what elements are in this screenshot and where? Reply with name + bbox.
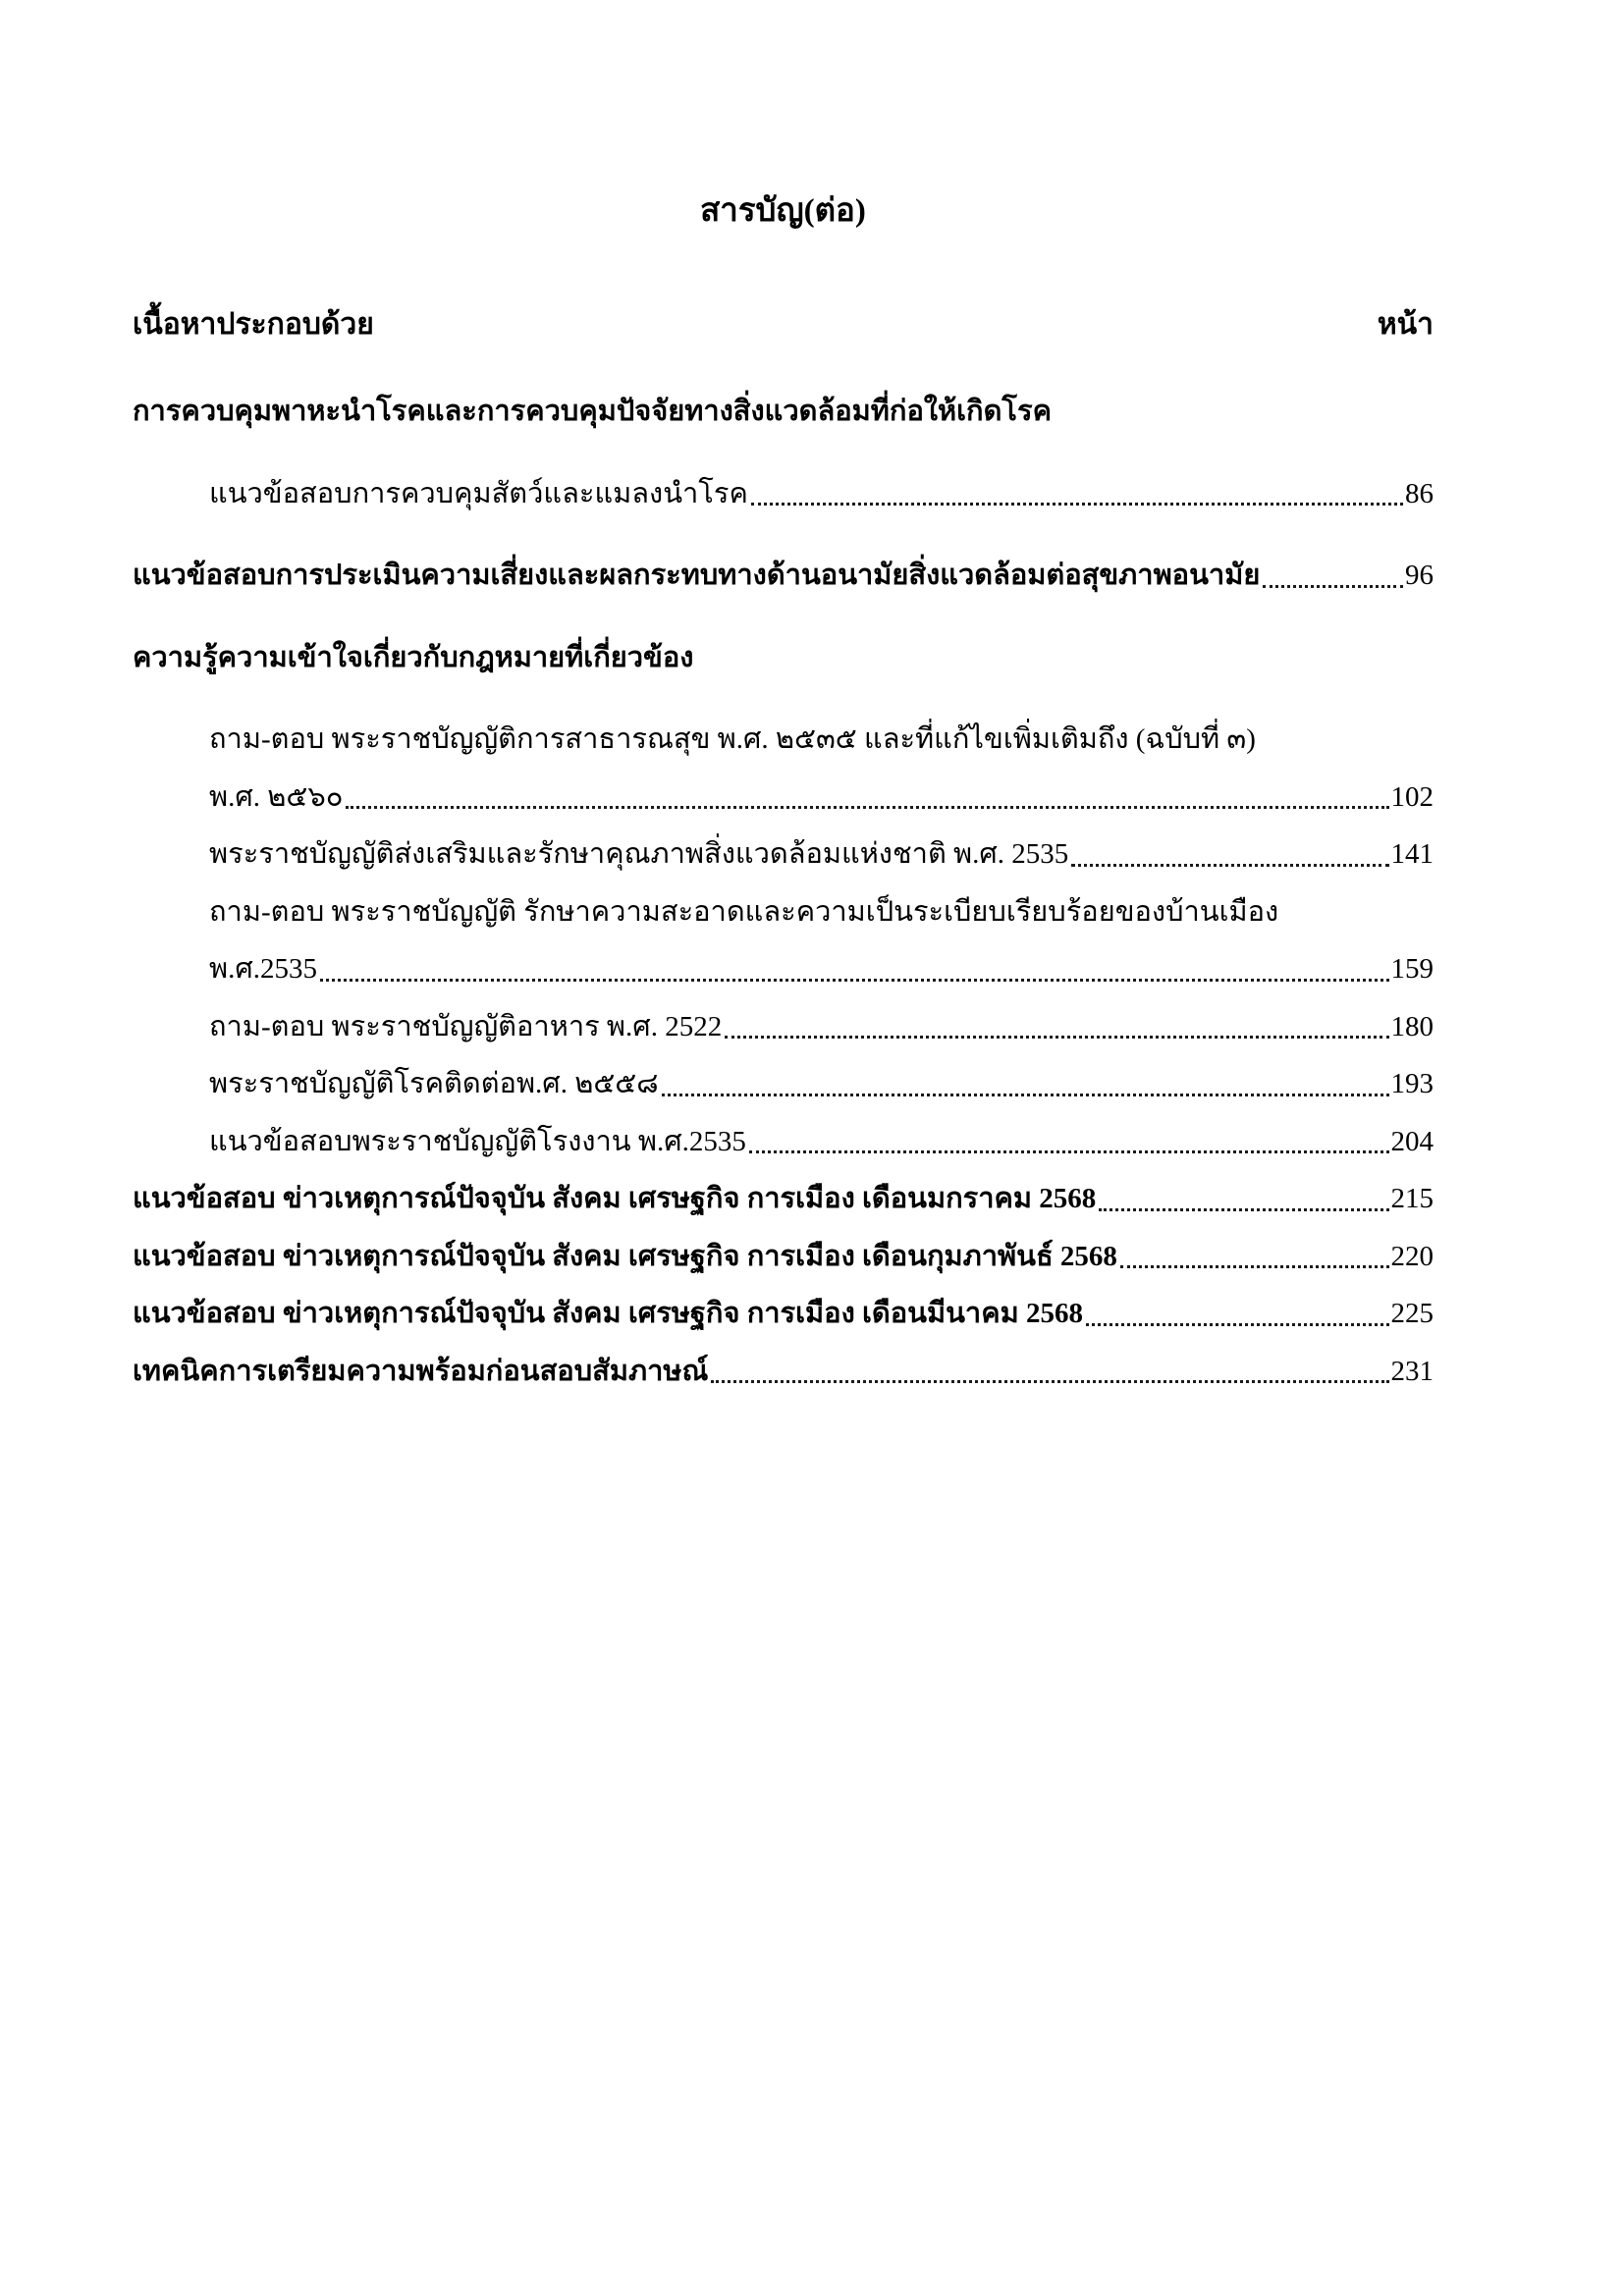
toc-entry [133,833,1434,877]
toc-entry-text: แนวข้อสอบ ข่าวเหตุการณ์ปัจจุบัน สังคม เศรษฐกิจ การเมือง เดือนมีนาคม 2568 [133,1298,1083,1330]
toc-entry [133,948,1434,991]
toc-entry-text: พ.ศ. ๒๕๖๐ [209,780,344,813]
toc-entry-page-number: 102 [1390,780,1434,813]
toc-entry-page-number: 231 [1390,1355,1434,1387]
toc-entry [133,555,1434,598]
toc-entry-page-number: 193 [1390,1068,1434,1100]
dot-leader [749,1150,1389,1153]
toc-entry-text: แนวข้อสอบพระราชบัญญัติโรงงาน พ.ศ.2535 [209,1125,746,1157]
toc-entry [133,473,1434,516]
dot-leader [662,1094,1389,1096]
toc-entry-text: แนวข้อสอบ ข่าวเหตุการณ์ปัจจุบัน สังคม เศรษฐกิจ การเมือง เดือนมกราคม 2568 [133,1183,1097,1215]
toc-page-header: หน้า [1377,308,1434,342]
toc-entry-page-number: 180 [1390,1010,1434,1042]
dot-leader [1071,864,1388,867]
toc-list [133,391,1434,1393]
toc-entry-text: การควบคุมพาหะนำโรคและการควบคุมปัจจัยทางสิ่งแวดล้อมที่ก่อให้เกิดโรค [133,396,1052,428]
toc-entry-page-number: 141 [1390,838,1434,871]
toc-entry [133,1063,1434,1106]
toc-entry [133,1178,1434,1221]
toc-entry [133,1006,1434,1049]
toc-entry-text: พระราชบัญญัติโรคติดต่อพ.ศ. ๒๕๕๘ [209,1068,659,1100]
toc-entry [133,719,1434,762]
toc-entry [133,637,1434,680]
dot-leader [1099,1208,1388,1211]
toc-entry-page-number: 215 [1390,1183,1434,1215]
toc-entry-text: ความรู้ความเข้าใจเกี่ยวกับกฎหมายที่เกี่ยวข้อง [133,641,694,673]
dot-leader [1086,1323,1389,1326]
toc-entry-text: ถาม-ตอบ พระราชบัญญัติการสาธารณสุข พ.ศ. ๒๕๓๕ และที่แก้ไขเพิ่มเติมถึง (ฉบับที่ ๓) [209,723,1256,756]
toc-column-headers [133,304,1434,346]
toc-entry-page-number: 159 [1390,953,1434,986]
toc-entry-page-number: 86 [1405,477,1434,509]
toc-entry [133,391,1434,434]
toc-entry-text: แนวข้อสอบการประเมินความเสี่ยงและผลกระทบทางด้านอนามัยสิ่งแวดล้อมต่อสุขภาพอนามัย [133,560,1261,592]
toc-entry-text: แนวข้อสอบ ข่าวเหตุการณ์ปัจจุบัน สังคม เศรษฐกิจ การเมือง เดือนกุมภาพันธ์ 2568 [133,1240,1117,1272]
toc-entry [133,1236,1434,1279]
toc-entry [133,1351,1434,1394]
toc-entry-text: พระราชบัญญัติส่งเสริมและรักษาคุณภาพสิ่งแวดล้อมแห่งชาติ พ.ศ. 2535 [209,838,1069,871]
toc-content-header: เนื้อหาประกอบด้วย [133,308,374,342]
toc-entry-page-number: 225 [1390,1298,1434,1330]
toc-entry-text: ถาม-ตอบ พระราชบัญญัติ รักษาความสะอาดและความเป็นระเบียบเรียบร้อยของบ้านเมือง [209,895,1279,928]
dot-leader [751,503,1403,506]
dot-leader [725,1036,1388,1039]
dot-leader [711,1380,1388,1383]
toc-entry-page-number: 204 [1390,1125,1434,1157]
toc-entry-text: ถาม-ตอบ พระราชบัญญัติอาหาร พ.ศ. 2522 [209,1010,723,1042]
toc-entry-page-number: 96 [1405,560,1434,592]
toc-entry-text: พ.ศ.2535 [209,953,318,986]
toc-entry [133,891,1434,934]
dot-leader [346,806,1388,809]
toc-entry [133,1121,1434,1164]
toc-entry [133,1293,1434,1336]
dot-leader [1263,585,1403,588]
toc-entry-text: แนวข้อสอบการควบคุมสัตว์และแมลงนำโรค [209,477,748,509]
page-title: สารบัญ(ต่อ) [700,193,866,229]
dot-leader [1120,1265,1389,1268]
dot-leader [320,979,1388,982]
toc-entry [133,776,1434,820]
toc-entry-text: เทคนิคการเตรียมความพร้อมก่อนสอบสัมภาษณ์ [133,1355,709,1387]
toc-entry-page-number: 220 [1390,1240,1434,1272]
